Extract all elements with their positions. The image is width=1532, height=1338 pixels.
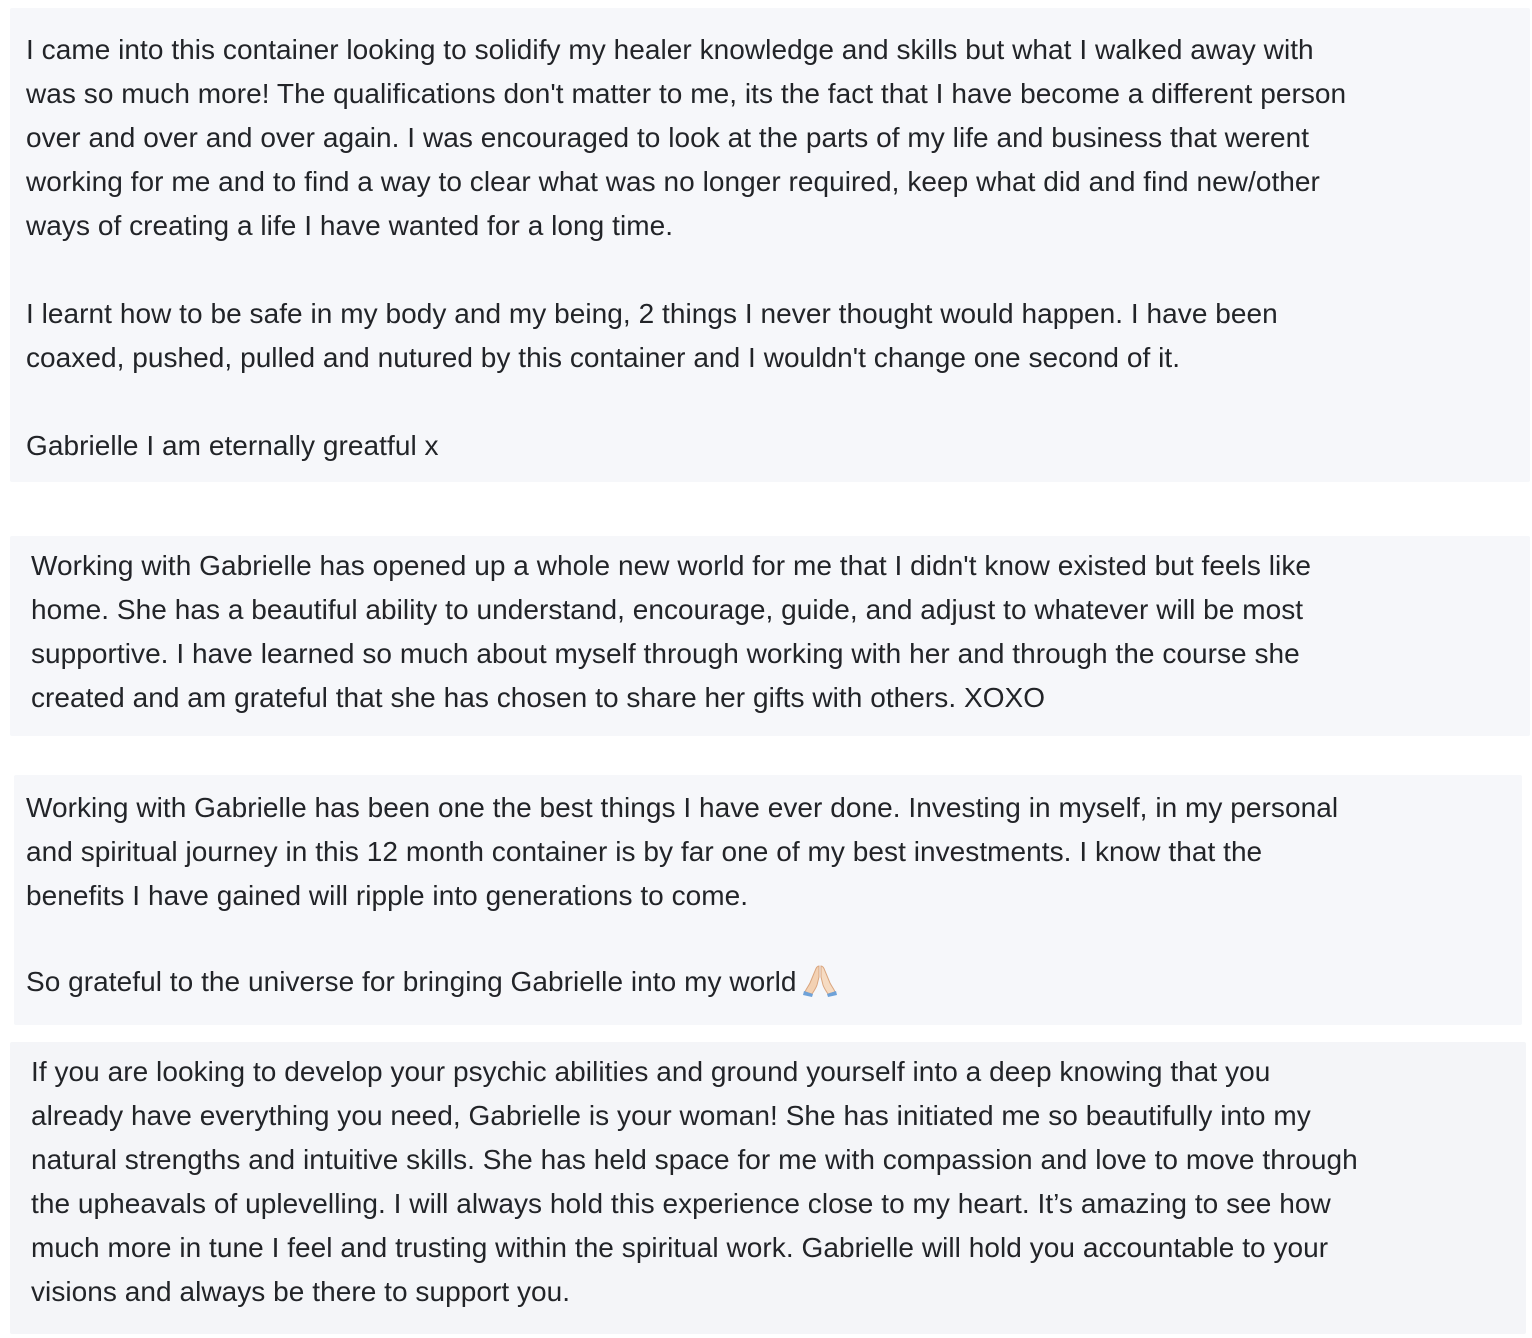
text-line: created and am grateful that she has chosen to share her gifts with others. XOXO <box>31 682 1046 713</box>
folded-hands-icon <box>800 963 840 997</box>
testimonial-1-signoff <box>26 424 439 468</box>
testimonial-card-4 <box>10 1042 1526 1334</box>
text-line: the upheavals of uplevelling. I will always hold this experience close to my heart. It’s amazing to see how <box>31 1188 1331 1219</box>
gratitude-text: So grateful to the universe for bringing Gabrielle into my world <box>26 966 797 997</box>
text-line: ways of creating a life I have wanted for a long time. <box>26 210 674 241</box>
testimonial-3-paragraph-1 <box>26 786 1338 918</box>
testimonial-card-2 <box>10 536 1530 736</box>
text-line: already have everything you need, Gabrielle is your woman! She has initiated me so beautifully into my <box>31 1100 1311 1131</box>
text-line: Working with Gabrielle has been one the best things I have ever done. Investing in myself, in my personal <box>26 792 1339 823</box>
text-line: If you are looking to develop your psychic abilities and ground yourself into a deep knowing that you <box>31 1056 1271 1087</box>
text-line: home. She has a beautiful ability to understand, encourage, guide, and adjust to whatever will be most <box>31 594 1304 625</box>
testimonial-card-3 <box>14 775 1522 1025</box>
testimonial-card-1 <box>10 8 1530 482</box>
text-line: supportive. I have learned so much about myself through working with her and through the course she <box>31 638 1300 669</box>
text-line: over and over and over again. I was encouraged to look at the parts of my life and business that werent <box>26 122 1310 153</box>
testimonial-1-paragraph-1 <box>26 28 1346 248</box>
text-line: much more in tune I feel and trusting within the spiritual work. Gabrielle will hold you accountable to your <box>31 1232 1329 1263</box>
text-line: working for me and to find a way to clear what was no longer required, keep what did and find new/other <box>26 166 1320 197</box>
testimonial-3-paragraph-2 <box>26 960 840 1004</box>
testimonial-1-paragraph-2 <box>26 292 1278 380</box>
testimonial-4-paragraph-1 <box>31 1050 1358 1314</box>
text-line: Gabrielle I am eternally greatful x <box>26 430 439 461</box>
text-line: I learnt how to be safe in my body and my being, 2 things I never thought would happen. I have been <box>26 298 1278 329</box>
text-line: coaxed, pushed, pulled and nutured by this container and I wouldn't change one second of it. <box>26 342 1181 373</box>
testimonial-2-paragraph-1 <box>31 544 1311 720</box>
text-line: was so much more! The qualifications don't matter to me, its the fact that I have become a different person <box>26 78 1347 109</box>
text-line: I came into this container looking to solidify my healer knowledge and skills but what I walked away with <box>26 34 1314 65</box>
text-line <box>26 960 840 1004</box>
text-line: Working with Gabrielle has opened up a whole new world for me that I didn't know existed but feels like <box>31 550 1311 581</box>
text-line: natural strengths and intuitive skills. She has held space for me with compassion and love to move through <box>31 1144 1358 1175</box>
text-line: benefits I have gained will ripple into generations to come. <box>26 880 749 911</box>
text-line: visions and always be there to support you. <box>31 1276 571 1307</box>
text-line: and spiritual journey in this 12 month container is by far one of my best investments. I know that the <box>26 836 1263 867</box>
